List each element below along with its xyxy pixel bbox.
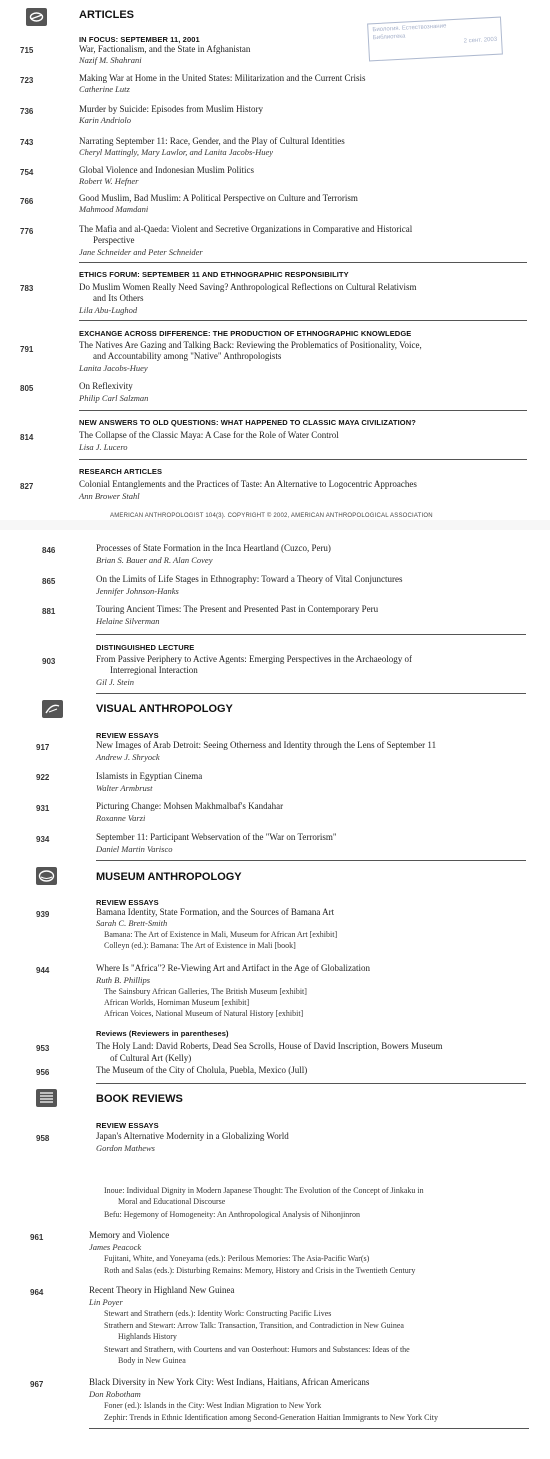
page-number: 846 — [42, 546, 56, 555]
reviewed-item: Body in New Guinea — [118, 1356, 186, 1365]
article-author: Nazif M. Shahrani — [79, 55, 142, 65]
page-number: 754 — [20, 168, 34, 177]
page-number: 903 — [42, 657, 56, 666]
page-number: 881 — [42, 607, 56, 616]
divider — [79, 320, 527, 321]
article-author: Sarah C. Brett-Smith — [96, 918, 168, 928]
article-author: Brian S. Bauer and R. Alan Covey — [96, 555, 213, 565]
section-title-visual-anthropology: VISUAL ANTHROPOLOGY — [96, 703, 233, 715]
page-number: 956 — [36, 1068, 50, 1077]
article-title: September 11: Participant Webservation of the "War on Terrorism" — [96, 832, 337, 842]
article-author: Ann Brower Stahl — [79, 491, 140, 501]
subheading-reviews: Reviews (Reviewers in parentheses) — [96, 1029, 229, 1038]
subheading-distinguished-lecture: DISTINGUISHED LECTURE — [96, 643, 195, 652]
page-number: 715 — [20, 46, 34, 55]
article-title: Murder by Suicide: Episodes from Muslim History — [79, 104, 263, 114]
reviewed-item: Strathern and Stewart: Arrow Talk: Transaction, Transition, and Contradiction in New Guinea — [104, 1321, 404, 1330]
article-author: Helaine Silverman — [96, 616, 160, 626]
article-author: Gil J. Stein — [96, 677, 135, 687]
reviewed-item: African Worlds, Horniman Museum [exhibit] — [104, 998, 250, 1007]
subheading-in-focus: IN FOCUS: SEPTEMBER 11, 2001 — [79, 35, 200, 44]
page-number: 776 — [20, 227, 34, 236]
stamp-line: 2 сент. 2003 — [463, 36, 498, 45]
page-number: 827 — [20, 482, 34, 491]
page-number: 743 — [20, 138, 34, 147]
reviewed-item: Colleyn (ed.): Bamana: The Art of Existence in Mali [book] — [104, 941, 296, 950]
articles-section-icon — [26, 8, 47, 26]
page-number: 934 — [36, 835, 50, 844]
page-number: 939 — [36, 910, 50, 919]
article-author: Andrew J. Shryock — [96, 752, 160, 762]
article-title: Islamists in Egyptian Cinema — [96, 771, 203, 781]
divider — [96, 693, 526, 694]
article-title-continued: Perspective — [93, 235, 135, 245]
reviewed-item: Foner (ed.): Islands in the City: West Indian Migration to New York — [104, 1401, 322, 1410]
subheading-exchange: EXCHANGE ACROSS DIFFERENCE: THE PRODUCTION OF ETHNOGRAPHIC KNOWLEDGE — [79, 329, 412, 338]
subheading-ethics-forum: ETHICS FORUM: SEPTEMBER 11 AND ETHNOGRAPHIC RESPONSIBILITY — [79, 270, 349, 279]
article-title: Black Diversity in New York City: West Indians, Haitians, African Americans — [89, 1377, 370, 1387]
article-title: Japan's Alternative Modernity in a Globalizing World — [96, 1131, 289, 1141]
article-title: On the Limits of Life Stages in Ethnography: Toward a Theory of Vital Conjunctures — [96, 574, 403, 584]
article-title-continued: Interregional Interaction — [110, 665, 198, 675]
section-title-articles: ARTICLES — [79, 9, 134, 21]
article-author: Lin Poyer — [89, 1297, 123, 1307]
page-number: 961 — [30, 1233, 44, 1242]
reviewed-item: Stewart and Strathern, with Courtens and van Oosterhout: Humors and Substances: Ideas of the — [104, 1345, 410, 1354]
article-title: The Holy Land: David Roberts, Dead Sea Scrolls, House of David Inscription, Bowers Museum — [96, 1041, 443, 1051]
article-title: Global Violence and Indonesian Muslim Politics — [79, 165, 255, 175]
article-title: Narrating September 11: Race, Gender, and the Play of Cultural Identities — [79, 136, 345, 146]
article-author: Karin Andriolo — [79, 115, 132, 125]
page-number: 944 — [36, 966, 50, 975]
subheading-review-essays: REVIEW ESSAYS — [96, 1121, 159, 1130]
article-author: Jane Schneider and Peter Schneider — [79, 247, 203, 257]
article-author: James Peacock — [89, 1242, 142, 1252]
page-number: 967 — [30, 1380, 44, 1389]
article-title: New Images of Arab Detroit: Seeing Otherness and Identity through the Lens of September 11 — [96, 740, 437, 750]
section-title-museum-anthropology: MUSEUM ANTHROPOLOGY — [96, 871, 242, 883]
library-stamp — [367, 17, 503, 62]
page-number: 736 — [20, 107, 34, 116]
page-number: 922 — [36, 773, 50, 782]
reviewed-item: The Sainsbury African Galleries, The British Museum [exhibit] — [104, 987, 307, 996]
article-title-continued: and Its Others — [93, 293, 144, 303]
book-reviews-icon — [36, 1089, 57, 1107]
subheading-review-essays: REVIEW ESSAYS — [96, 731, 159, 740]
reviewed-item: Roth and Salas (eds.): Disturbing Remains: Memory, History and Crisis in the Twentieth Century — [104, 1266, 416, 1275]
page-number: 766 — [20, 197, 34, 206]
subheading-research-articles: RESEARCH ARTICLES — [79, 467, 163, 476]
divider — [89, 1428, 529, 1429]
article-title: Good Muslim, Bad Muslim: A Political Perspective on Culture and Terrorism — [79, 193, 358, 203]
article-title: The Museum of the City of Cholula, Puebla, Mexico (Jull) — [96, 1065, 308, 1075]
article-title: Touring Ancient Times: The Present and Presented Past in Contemporary Peru — [96, 604, 379, 614]
reviewed-item: Zephir: Trends in Ethnic Identification among Second-Generation Haitian Immigrants to New York City — [104, 1413, 438, 1422]
reviewed-item: Befu: Hegemony of Homogeneity: An Anthropological Analysis of Nihonjinron — [104, 1210, 360, 1219]
divider — [79, 262, 527, 263]
page-number: 953 — [36, 1044, 50, 1053]
article-author: Philip Carl Salzman — [79, 393, 149, 403]
article-author: Robert W. Hefner — [79, 176, 139, 186]
page-number: 805 — [20, 384, 34, 393]
article-author: Jennifer Johnson-Hanks — [96, 586, 179, 596]
page-number: 723 — [20, 76, 34, 85]
article-author: Cheryl Mattingly, Mary Lawlor, and Lanita Jacobs-Huey — [79, 147, 274, 157]
article-title: Processes of State Formation in the Inca Heartland (Cuzco, Peru) — [96, 543, 331, 553]
article-title-continued: and Accountability among "Native" Anthropologists — [93, 351, 282, 361]
page-gap — [0, 520, 550, 530]
page-footer: AMERICAN ANTHROPOLOGIST 104(3). COPYRIGHT © 2002, AMERICAN ANTHROPOLOGICAL ASSOCIATION — [110, 513, 433, 519]
divider — [79, 410, 527, 411]
article-author: Lila Abu-Lughod — [79, 305, 138, 315]
visual-anthropology-icon — [42, 700, 63, 718]
page-number: 865 — [42, 577, 56, 586]
reviewed-item: African Voices, National Museum of Natural History [exhibit] — [104, 1009, 304, 1018]
article-author: Daniel Martin Varisco — [96, 844, 173, 854]
article-author: Gordon Mathews — [96, 1143, 155, 1153]
page-number: 783 — [20, 284, 34, 293]
article-title: Colonial Entanglements and the Practices of Taste: An Alternative to Logocentric Approaches — [79, 479, 417, 489]
article-title: On Reflexivity — [79, 381, 133, 391]
subheading-review-essays: REVIEW ESSAYS — [96, 898, 159, 907]
article-author: Lanita Jacobs-Huey — [79, 363, 148, 373]
page-number: 791 — [20, 345, 34, 354]
article-title-continued: of Cultural Art (Kelly) — [110, 1053, 192, 1063]
page-number: 814 — [20, 433, 34, 442]
page-number: 931 — [36, 804, 50, 813]
subheading-new-answers: NEW ANSWERS TO OLD QUESTIONS: WHAT HAPPENED TO CLASSIC MAYA CIVILIZATION? — [79, 418, 416, 427]
article-title: The Natives Are Gazing and Talking Back: Reviewing the Problematics of Positionality, Voice, — [79, 340, 422, 350]
section-title-book-reviews: BOOK REVIEWS — [96, 1093, 183, 1105]
divider — [96, 860, 526, 861]
reviewed-item: Bamana: The Art of Existence in Mali, Museum for African Art [exhibit] — [104, 930, 338, 939]
stamp-line: Библиотека — [372, 33, 406, 42]
article-title: The Collapse of the Classic Maya: A Case for the Role of Water Control — [79, 430, 339, 440]
article-title: War, Factionalism, and the State in Afghanistan — [79, 44, 251, 54]
article-title: Memory and Violence — [89, 1230, 170, 1240]
divider — [96, 634, 526, 635]
article-title: Bamana Identity, State Formation, and the Sources of Bamana Art — [96, 907, 335, 917]
article-author: Ruth B. Phillips — [96, 975, 151, 985]
article-title: Making War at Home in the United States: Militarization and the Current Crisis — [79, 73, 366, 83]
stamp-line: Биология. Естествознание — [372, 23, 447, 34]
article-author: Walter Armbrust — [96, 783, 153, 793]
page-number: 917 — [36, 743, 50, 752]
divider — [96, 1083, 526, 1084]
page-number: 958 — [36, 1134, 50, 1143]
reviewed-item: Highlands History — [118, 1332, 177, 1341]
reviewed-item: Inoue: Individual Dignity in Modern Japanese Thought: The Evolution of the Concept of Jinkaku in — [104, 1186, 424, 1195]
article-author: Lisa J. Lucero — [79, 442, 128, 452]
article-title: Picturing Change: Mohsen Makhmalbaf's Kandahar — [96, 801, 284, 811]
article-author: Mahmood Mamdani — [79, 204, 149, 214]
article-title: Where Is "Africa"? Re-Viewing Art and Artifact in the Age of Globalization — [96, 963, 370, 973]
article-title: Recent Theory in Highland New Guinea — [89, 1285, 235, 1295]
article-title: From Passive Periphery to Active Agents: Emerging Perspectives in the Archaeology of — [96, 654, 413, 664]
article-title: The Mafia and al-Qaeda: Violent and Secretive Organizations in Comparative and Historical — [79, 224, 413, 234]
article-author: Roxanne Varzi — [96, 813, 146, 823]
reviewed-item: Moral and Educational Discourse — [118, 1197, 226, 1206]
article-title: Do Muslim Women Really Need Saving? Anthropological Reflections on Cultural Relativism — [79, 282, 417, 292]
reviewed-item: Stewart and Strathern (eds.): Identity Work: Constructing Pacific Lives — [104, 1309, 332, 1318]
divider — [79, 459, 527, 460]
museum-anthropology-icon — [36, 867, 57, 885]
reviewed-item: Fujitani, White, and Yoneyama (eds.): Perilous Memories: The Asia-Pacific War(s) — [104, 1254, 370, 1263]
article-author: Don Robotham — [89, 1389, 141, 1399]
article-author: Catherine Lutz — [79, 84, 130, 94]
page-number: 964 — [30, 1288, 44, 1297]
